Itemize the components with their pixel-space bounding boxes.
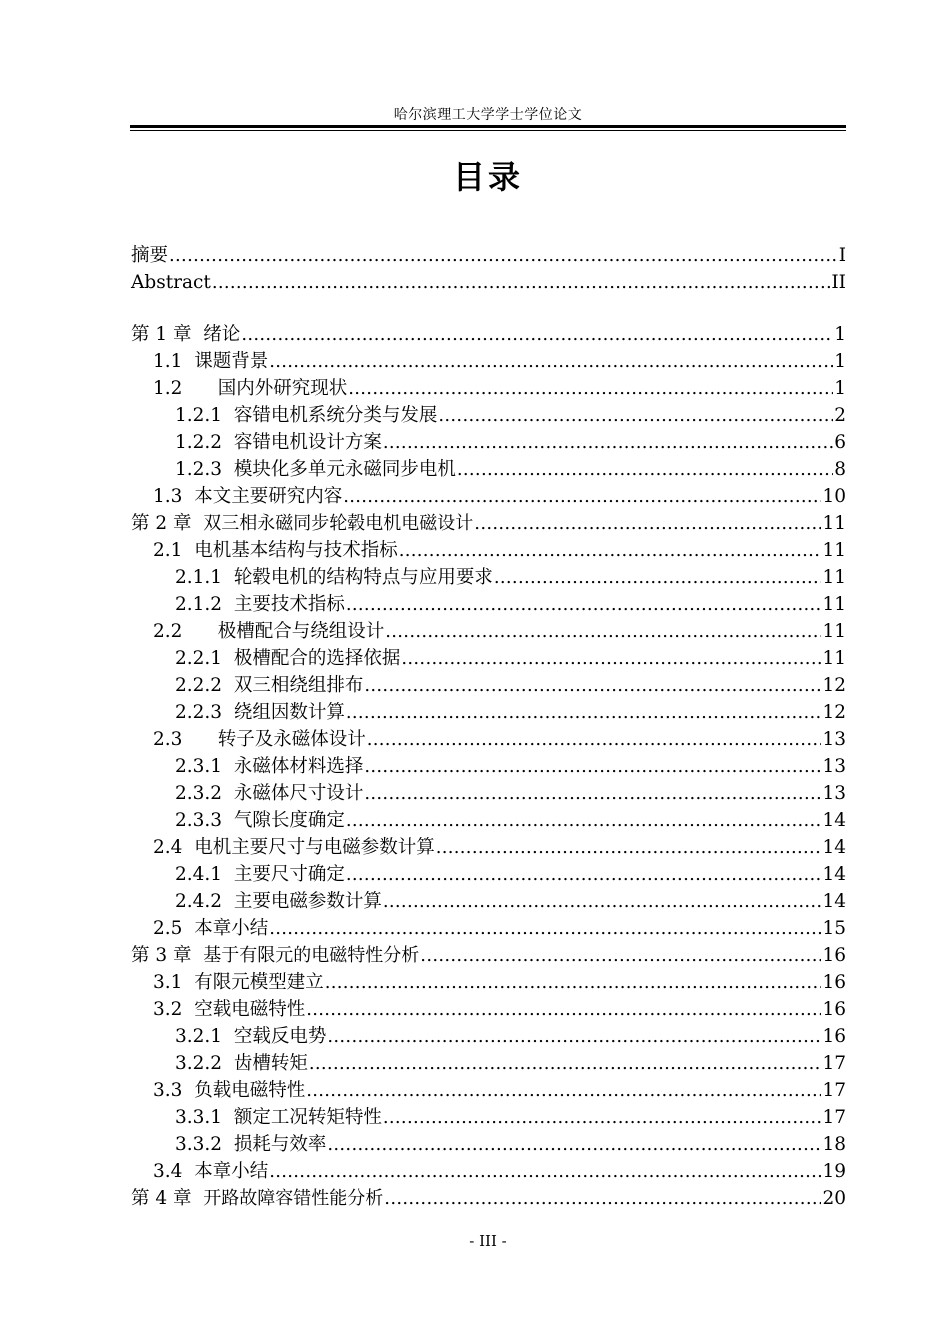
toc-dot-leader xyxy=(364,672,821,699)
toc-dot-leader xyxy=(399,537,822,564)
header-rule-thin xyxy=(130,130,846,131)
toc-dot-leader xyxy=(385,618,821,645)
toc-entry-page: 16 xyxy=(822,1026,846,1047)
toc-entry-title: 主要技术指标 xyxy=(233,594,345,615)
toc-dot-leader xyxy=(309,1050,822,1077)
toc-entry-page: 14 xyxy=(822,837,846,858)
toc-entry-page: 16 xyxy=(822,945,846,966)
toc-entry-title: 额定工况转矩特性 xyxy=(233,1107,382,1128)
running-header: 哈尔滨理工大学学士学位论文 xyxy=(393,107,583,123)
toc-entry-page: 1 xyxy=(834,378,846,399)
toc-entry-number: 3.2 xyxy=(153,999,195,1020)
toc-entry-page: 1 xyxy=(834,351,846,372)
toc-entry-page: 13 xyxy=(822,729,846,750)
toc-entry-title: 本章小结 xyxy=(194,918,269,939)
toc-entry-page: 10 xyxy=(822,486,846,507)
toc-entry-title: 齿槽转矩 xyxy=(233,1053,308,1074)
toc-entry-title: Abstract xyxy=(131,272,211,293)
toc-entry[interactable] xyxy=(131,321,846,348)
toc-entry-number: 3.4 xyxy=(153,1161,195,1182)
toc-dot-leader xyxy=(169,242,838,269)
toc-entry[interactable] xyxy=(131,1104,846,1131)
toc-entry[interactable] xyxy=(131,242,846,269)
toc-entry-title: 空载电磁特性 xyxy=(194,999,306,1020)
toc-entry[interactable] xyxy=(131,753,846,780)
toc-entry-number: 1.2.3 xyxy=(175,459,234,480)
toc-entry-number: 1.2.1 xyxy=(175,405,234,426)
table-of-contents xyxy=(131,242,846,1212)
toc-entry-page: 14 xyxy=(822,864,846,885)
toc-entry[interactable] xyxy=(131,456,846,483)
toc-entry-page: 2 xyxy=(834,405,846,426)
toc-entry[interactable] xyxy=(131,942,846,969)
toc-entry-page: 12 xyxy=(822,702,846,723)
toc-entry-number: 3.2.1 xyxy=(175,1026,234,1047)
toc-entry-title: 双三相永磁同步轮毂电机电磁设计 xyxy=(203,513,474,534)
toc-entry-number: 第 1 章 xyxy=(131,324,204,345)
toc-entry-page: 11 xyxy=(822,513,846,534)
toc-dot-leader xyxy=(346,807,822,834)
page-number-footer: - III - xyxy=(469,1232,507,1250)
toc-entry-page: 1 xyxy=(834,324,846,345)
toc-dot-leader xyxy=(367,726,822,753)
toc-dot-leader xyxy=(348,375,833,402)
toc-entry-title: 主要尺寸确定 xyxy=(233,864,345,885)
toc-entry-page: 14 xyxy=(822,810,846,831)
toc-entry-title: 课题背景 xyxy=(194,351,269,372)
toc-entry-number: 2.2.3 xyxy=(175,702,234,723)
toc-entry-number: 2.4 xyxy=(153,837,195,858)
toc-dot-leader xyxy=(401,645,821,672)
toc-entry-page: 15 xyxy=(822,918,846,939)
toc-entry-page: 18 xyxy=(822,1134,846,1155)
toc-entry-title: 负载电磁特性 xyxy=(194,1080,306,1101)
toc-entry-title: 摘要 xyxy=(131,245,169,266)
toc-entry-number: 2.3.1 xyxy=(175,756,234,777)
toc-entry-title: 空载反电势 xyxy=(233,1026,327,1047)
toc-dot-leader xyxy=(383,429,833,456)
toc-entry-page: 17 xyxy=(822,1080,846,1101)
toc-dot-leader xyxy=(420,942,821,969)
toc-dot-leader xyxy=(269,915,821,942)
toc-entry[interactable] xyxy=(131,564,846,591)
toc-entry[interactable] xyxy=(131,915,846,942)
toc-entry[interactable] xyxy=(131,591,846,618)
toc-dot-leader xyxy=(346,699,822,726)
toc-title: 目录 xyxy=(452,158,523,196)
toc-entry-number: 1.1 xyxy=(153,351,195,372)
toc-entry-number: 3.1 xyxy=(153,972,195,993)
toc-dot-leader xyxy=(457,456,833,483)
toc-entry-page: 11 xyxy=(822,540,846,561)
toc-dot-leader xyxy=(436,834,822,861)
toc-entry-number: 2.1 xyxy=(153,540,195,561)
toc-entry[interactable] xyxy=(131,1050,846,1077)
toc-dot-leader xyxy=(327,1023,821,1050)
toc-dot-leader xyxy=(269,1158,821,1185)
toc-entry[interactable] xyxy=(131,510,846,537)
toc-entry[interactable] xyxy=(131,618,846,645)
toc-entry[interactable] xyxy=(131,834,846,861)
toc-entry-number: 2.3.3 xyxy=(175,810,234,831)
toc-entry-title: 主要电磁参数计算 xyxy=(233,891,382,912)
toc-entry[interactable] xyxy=(131,375,846,402)
toc-dot-leader xyxy=(269,348,833,375)
toc-entry-title: 损耗与效率 xyxy=(233,1134,327,1155)
toc-entry-page: II xyxy=(831,272,846,293)
toc-entry-number: 1.2 xyxy=(153,378,218,399)
toc-dot-leader xyxy=(474,510,821,537)
toc-entry-number: 2.2.1 xyxy=(175,648,234,669)
toc-dot-leader xyxy=(241,321,833,348)
toc-entry-title: 本章小结 xyxy=(194,1161,269,1182)
toc-entry-title: 绕组因数计算 xyxy=(233,702,345,723)
toc-dot-leader xyxy=(384,1185,821,1212)
toc-entry[interactable] xyxy=(131,699,846,726)
toc-entry-number: 第 4 章 xyxy=(131,1188,204,1209)
toc-entry-page: 13 xyxy=(822,756,846,777)
toc-entry-page: 17 xyxy=(822,1107,846,1128)
toc-entry-number: 2.2 xyxy=(153,621,218,642)
toc-entry-title: 容错电机设计方案 xyxy=(233,432,382,453)
toc-entry-title: 电机主要尺寸与电磁参数计算 xyxy=(194,837,435,858)
toc-entry[interactable] xyxy=(131,402,846,429)
toc-entry-title: 永磁体材料选择 xyxy=(233,756,364,777)
toc-entry[interactable] xyxy=(131,1185,846,1212)
toc-entry-number: 2.1.1 xyxy=(175,567,234,588)
toc-entry-title: 基于有限元的电磁特性分析 xyxy=(203,945,420,966)
toc-entry[interactable] xyxy=(131,996,846,1023)
toc-entry-title: 开路故障容错性能分析 xyxy=(203,1188,384,1209)
toc-entry-title: 极槽配合的选择依据 xyxy=(233,648,401,669)
toc-entry[interactable] xyxy=(131,1158,846,1185)
toc-entry-title: 轮毂电机的结构特点与应用要求 xyxy=(233,567,493,588)
toc-dot-leader xyxy=(327,1131,821,1158)
toc-entry[interactable] xyxy=(131,888,846,915)
toc-dot-leader xyxy=(438,402,833,429)
toc-dot-leader xyxy=(346,861,822,888)
toc-entry-title: 有限元模型建立 xyxy=(194,972,324,993)
toc-entry[interactable] xyxy=(131,780,846,807)
toc-entry-page: 11 xyxy=(822,567,846,588)
toc-entry-title: 双三相绕组排布 xyxy=(233,675,364,696)
toc-entry-page: 13 xyxy=(822,783,846,804)
toc-entry-title: 气隙长度确定 xyxy=(233,810,345,831)
toc-entry-number: 3.3 xyxy=(153,1080,195,1101)
toc-entry-page: 19 xyxy=(822,1161,846,1182)
toc-entry-number: 第 2 章 xyxy=(131,513,204,534)
toc-entry-page: 12 xyxy=(822,675,846,696)
toc-entry-number: 3.2.2 xyxy=(175,1053,234,1074)
toc-entry-page: 16 xyxy=(822,972,846,993)
toc-entry-title: 极槽配合与绕组设计 xyxy=(217,621,385,642)
toc-entry-page: 8 xyxy=(834,459,846,480)
toc-entry[interactable] xyxy=(131,672,846,699)
toc-entry-title: 容错电机系统分类与发展 xyxy=(233,405,438,426)
toc-entry-page: 14 xyxy=(822,891,846,912)
toc-dot-leader xyxy=(325,969,822,996)
toc-dot-leader xyxy=(346,591,822,618)
toc-entry-page: 11 xyxy=(822,594,846,615)
toc-entry[interactable] xyxy=(131,861,846,888)
toc-entry-number: 2.4.1 xyxy=(175,864,234,885)
toc-entry-number: 第 3 章 xyxy=(131,945,204,966)
toc-entry-title: 永磁体尺寸设计 xyxy=(233,783,364,804)
toc-entry-number: 1.2.2 xyxy=(175,432,234,453)
toc-entry-page: I xyxy=(838,245,846,266)
toc-dot-leader xyxy=(306,996,821,1023)
toc-entry-page: 6 xyxy=(834,432,846,453)
toc-entry[interactable] xyxy=(131,537,846,564)
toc-entry[interactable] xyxy=(131,969,846,996)
toc-entry-title: 模块化多单元永磁同步电机 xyxy=(233,459,456,480)
toc-entry-title: 国内外研究现状 xyxy=(217,378,348,399)
toc-dot-leader xyxy=(212,269,831,296)
toc-entry-title: 本文主要研究内容 xyxy=(194,486,343,507)
toc-entry[interactable] xyxy=(131,807,846,834)
toc-dot-leader xyxy=(494,564,822,591)
toc-entry[interactable] xyxy=(131,645,846,672)
toc-dot-leader xyxy=(343,483,821,510)
toc-entry-page: 17 xyxy=(822,1053,846,1074)
toc-entry[interactable] xyxy=(131,1131,846,1158)
toc-entry[interactable] xyxy=(131,726,846,753)
toc-entry-number: 2.2.2 xyxy=(175,675,234,696)
toc-entry[interactable] xyxy=(131,269,846,296)
toc-entry-page: 16 xyxy=(822,999,846,1020)
toc-dot-leader xyxy=(364,753,821,780)
toc-entry[interactable] xyxy=(131,483,846,510)
toc-entry-number: 3.3.1 xyxy=(175,1107,234,1128)
toc-entry-number: 1.3 xyxy=(153,486,195,507)
toc-entry-title: 绪论 xyxy=(203,324,241,345)
toc-entry[interactable] xyxy=(131,348,846,375)
toc-entry-title: 电机基本结构与技术指标 xyxy=(194,540,398,561)
toc-entry-page: 11 xyxy=(822,648,846,669)
toc-dot-leader xyxy=(306,1077,821,1104)
toc-entry-page: 11 xyxy=(822,621,846,642)
toc-entry[interactable] xyxy=(131,1077,846,1104)
toc-dot-leader xyxy=(364,780,821,807)
toc-entry-number: 2.5 xyxy=(153,918,195,939)
toc-entry-number: 2.3.2 xyxy=(175,783,234,804)
toc-entry-number: 2.4.2 xyxy=(175,891,234,912)
toc-entry-number: 2.3 xyxy=(153,729,218,750)
toc-entry[interactable] xyxy=(131,1023,846,1050)
toc-dot-leader xyxy=(383,1104,822,1131)
toc-entry[interactable] xyxy=(131,429,846,456)
toc-entry-number: 3.3.2 xyxy=(175,1134,234,1155)
toc-entry-title: 转子及永磁体设计 xyxy=(217,729,366,750)
toc-entry-number: 2.1.2 xyxy=(175,594,234,615)
toc-dot-leader xyxy=(383,888,822,915)
toc-entry-page: 20 xyxy=(822,1188,846,1209)
header-rule-thick xyxy=(130,125,846,128)
